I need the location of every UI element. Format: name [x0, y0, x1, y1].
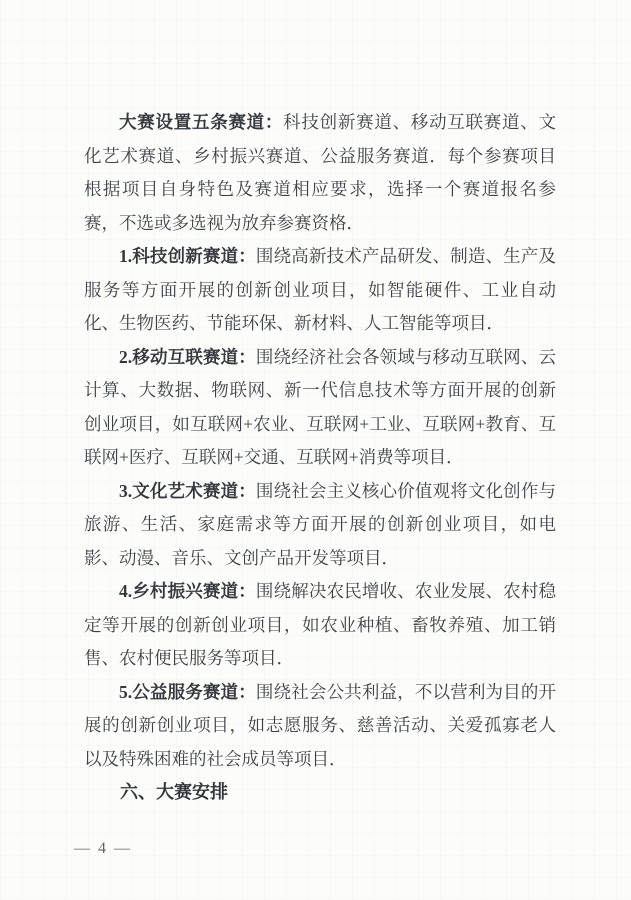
paragraph-lead: 2.移动互联赛道：: [119, 346, 256, 367]
body-paragraph: [84, 240, 556, 341]
paragraph-text: 围绕社会主义核心价值观将文化创作与旅游、生活、家庭需求等方面开展的创新创业项目，如电影、动漫、音乐、文创产品开发等项目．: [84, 480, 557, 568]
paragraph-text: 围绕解决农民增收、农业发展、农村稳定等开展的创新创业项目，如农业种植、畜牧养殖、加工销售、农村便民服务等项目．: [84, 581, 557, 668]
body-paragraph: [84, 575, 556, 676]
paragraph-text: 围绕经济社会各领域与移动互联网、云计算、大数据、物联网、新一代信息技术等方面开展的创新创业项目，如互联网+农业、互联网+工业、互联网+教育、互联网+医疗、互联网+交通、互联网+消费等项目．: [84, 346, 557, 467]
paragraph-text: 科技创新赛道、移动互联赛道、文化艺术赛道、乡村振兴赛道、公益服务赛道．每个参赛项目根据项目自身特色及赛道相应要求，选择一个赛道报名参赛，不选或多选视为放弃参赛资格．: [84, 112, 557, 233]
paragraph-lead: 4.乡村振兴赛道：: [119, 581, 256, 601]
paragraph-lead: 大赛设置五条赛道：: [119, 112, 284, 132]
page-number: — 4 —: [74, 840, 132, 857]
document-body: [84, 106, 556, 810]
paragraph-lead: 5.公益服务赛道：: [119, 681, 256, 702]
body-paragraph: [84, 341, 556, 475]
body-paragraph: [84, 475, 556, 576]
body-paragraph: [84, 106, 556, 240]
paragraph-lead: 1.科技创新赛道：: [119, 246, 256, 266]
body-paragraph: [84, 676, 556, 777]
paragraph-text: 围绕社会公共利益，不以营利为目的开展的创新创业项目，如志愿服务、慈善活动、关爱孤寡老人以及特殊困难的社会成员等项目．: [84, 681, 557, 769]
paragraph-lead: 3.文化艺术赛道：: [119, 480, 256, 501]
paragraph-text: 围绕高新技术产品研发、制造、生产及服务等方面开展的创新创业项目，如智能硬件、工业自动化、生物医药、节能环保、新材料、人工智能等项目．: [84, 246, 557, 333]
section-heading: 六、大赛安排: [120, 782, 228, 802]
